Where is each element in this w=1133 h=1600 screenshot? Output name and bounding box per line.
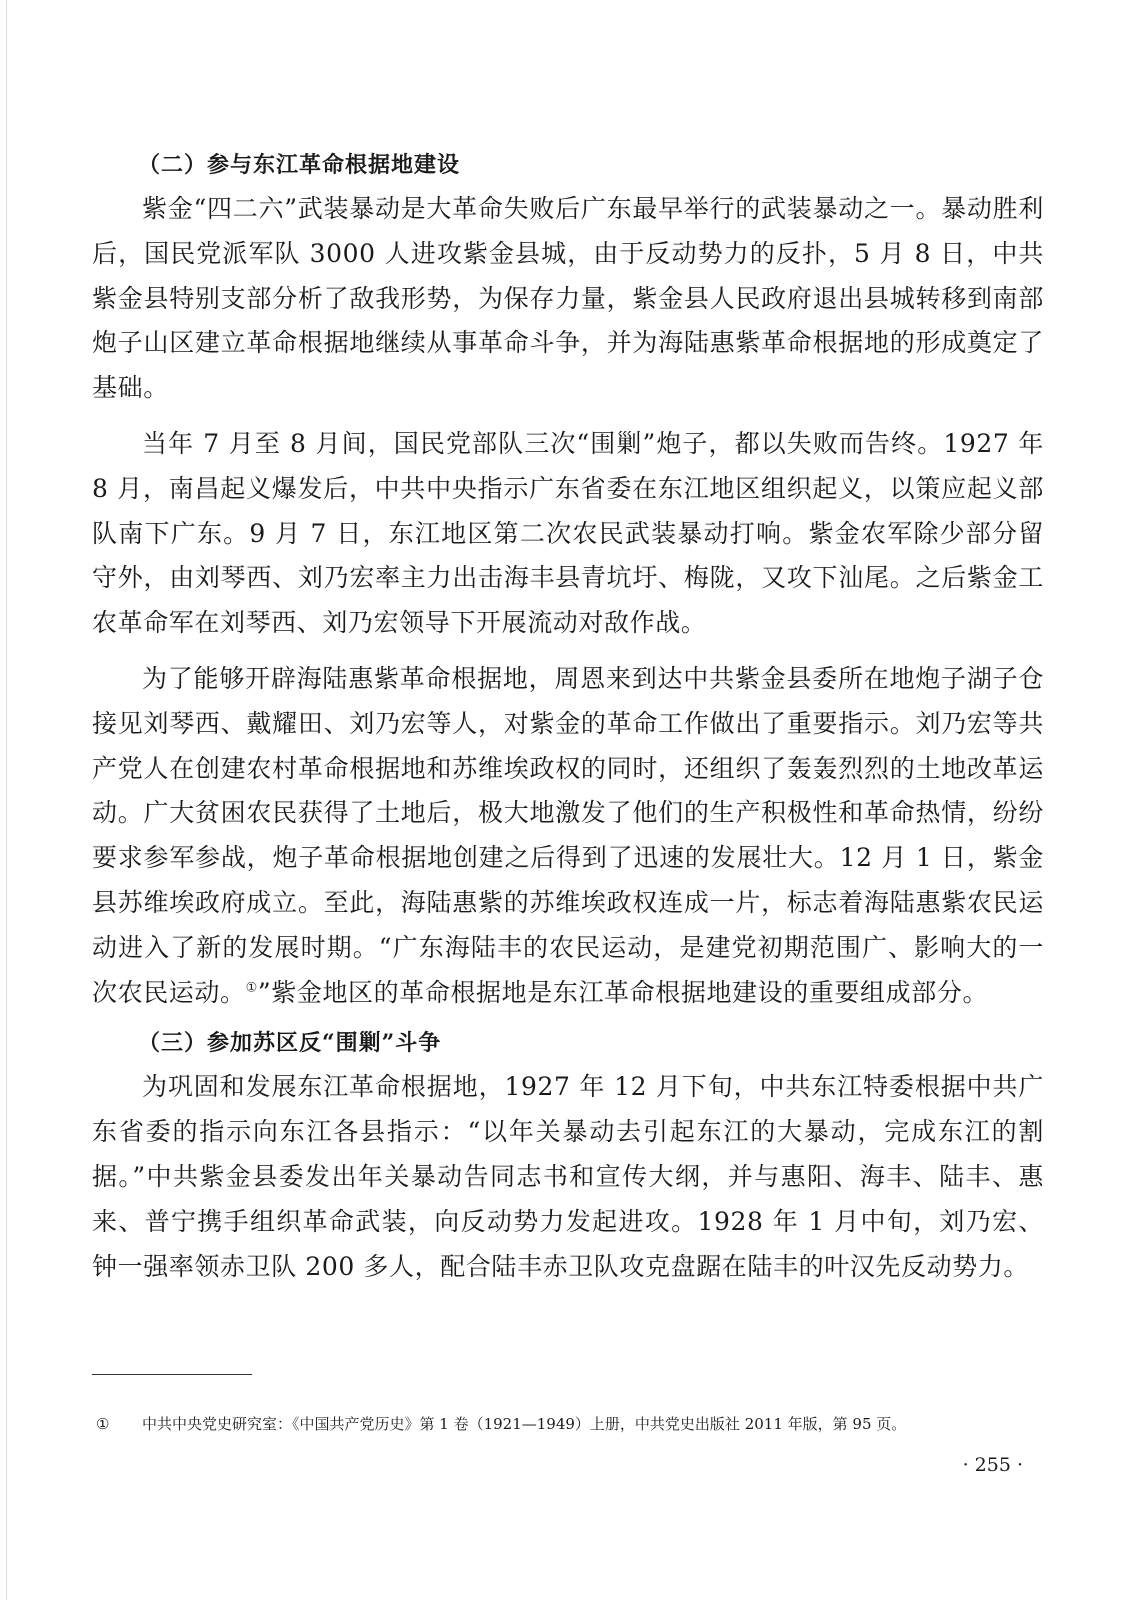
section-heading-3: （三）参加苏区反“围剿”斗争	[138, 1030, 442, 1057]
paragraph-3-text-a: 为了能够开辟海陆惠紫革命根据地，周恩来到达中共紫金县委所在地炮子湖子仓接见刘琴西、戴耀田、刘乃宏等人，对紫金的革命工作做出了重要指示。刘乃宏等共产党人在创建农村革命根据地和苏维埃政权的同时，还组织了轰轰烈烈的土地改革运动。广大贫困农民获得了土地后，极大地激发了他们的生产积极性和革命热情，纷纷要求参军参战，炮子革命根据地创建之后得到了迅速的发展壮大。12 月 1 日，紫金县苏维埃政府成立。至此，海陆惠紫的苏维埃政权连成一片，标志着海陆惠紫农民运动进入了新的发展时期。“广东海陆丰的农民运动，是建党初期范围广、影响大的一次农民运动。	[92, 663, 1044, 1007]
page-body	[92, 145, 1044, 1289]
page-number: · 255 ·	[962, 1454, 1023, 1476]
scan-gutter-line	[6, 0, 7, 1600]
footnote	[96, 1412, 907, 1436]
paragraph-1: 紫金“四二六”武装暴动是大革命失败后广东最早举行的武装暴动之一。暴动胜利后，国民党派军队 3000 人进攻紫金县城，由于反动势力的反扑，5 月 8 日，中共紫金县特别支部分析了敌我形势，为保存力量，紫金县人民政府退出县城转移到南部炮子山区建立革命根据地继续从事革命斗争，并为海陆惠紫革命根据地的形成奠定了基础。	[92, 194, 1044, 403]
paragraph-4: 为巩固和发展东江革命根据地，1927 年 12 月下旬，中共东江特委根据中共广东省委的指示向东江各县指示：“以年关暴动去引起东江的大暴动，完成东江的割据。”中共紫金县委发出年关暴动告同志书和宣传大纲，并与惠阳、海丰、陆丰、惠来、普宁携手组织革命武装，向反动势力发起进攻。1928 年 1 月中旬，刘乃宏、钟一强率领赤卫队 200 多人，配合陆丰赤卫队攻克盘踞在陆丰的叶汉先反动势力。	[92, 1072, 1044, 1281]
paragraph-3-text-b: ”紫金地区的革命根据地是东江革命根据地建设的重要组成部分。	[257, 977, 989, 1007]
footnote-mark: ①	[96, 1415, 110, 1433]
footnote-text: 中共中央党史研究室：《中国共产党历史》第 1 卷（1921—1949）上册，中共党史出版社 2011 年版，第 95 页。	[142, 1415, 907, 1433]
footnote-divider	[92, 1374, 252, 1375]
footnote-reference: ①	[245, 980, 258, 996]
paragraph-3	[92, 657, 1044, 1015]
section-heading-2: （二）参与东江革命根据地建设	[138, 152, 461, 178]
paragraph-2: 当年 7 月至 8 月间，国民党部队三次“围剿”炮子，都以失败而告终。1927 年 8 月，南昌起义爆发后，中共中央指示广东省委在东江地区组织起义，以策应起义部队南下广东。9 月 7 日，东江地区第二次农民武装暴动打响。紫金农军除少部分留守外，由刘琴西、刘乃宏率主力出击海丰县青坑圩、梅陇，又攻下汕尾。之后紫金工农革命军在刘琴西、刘乃宏领导下开展流动对敌作战。	[92, 428, 1044, 638]
